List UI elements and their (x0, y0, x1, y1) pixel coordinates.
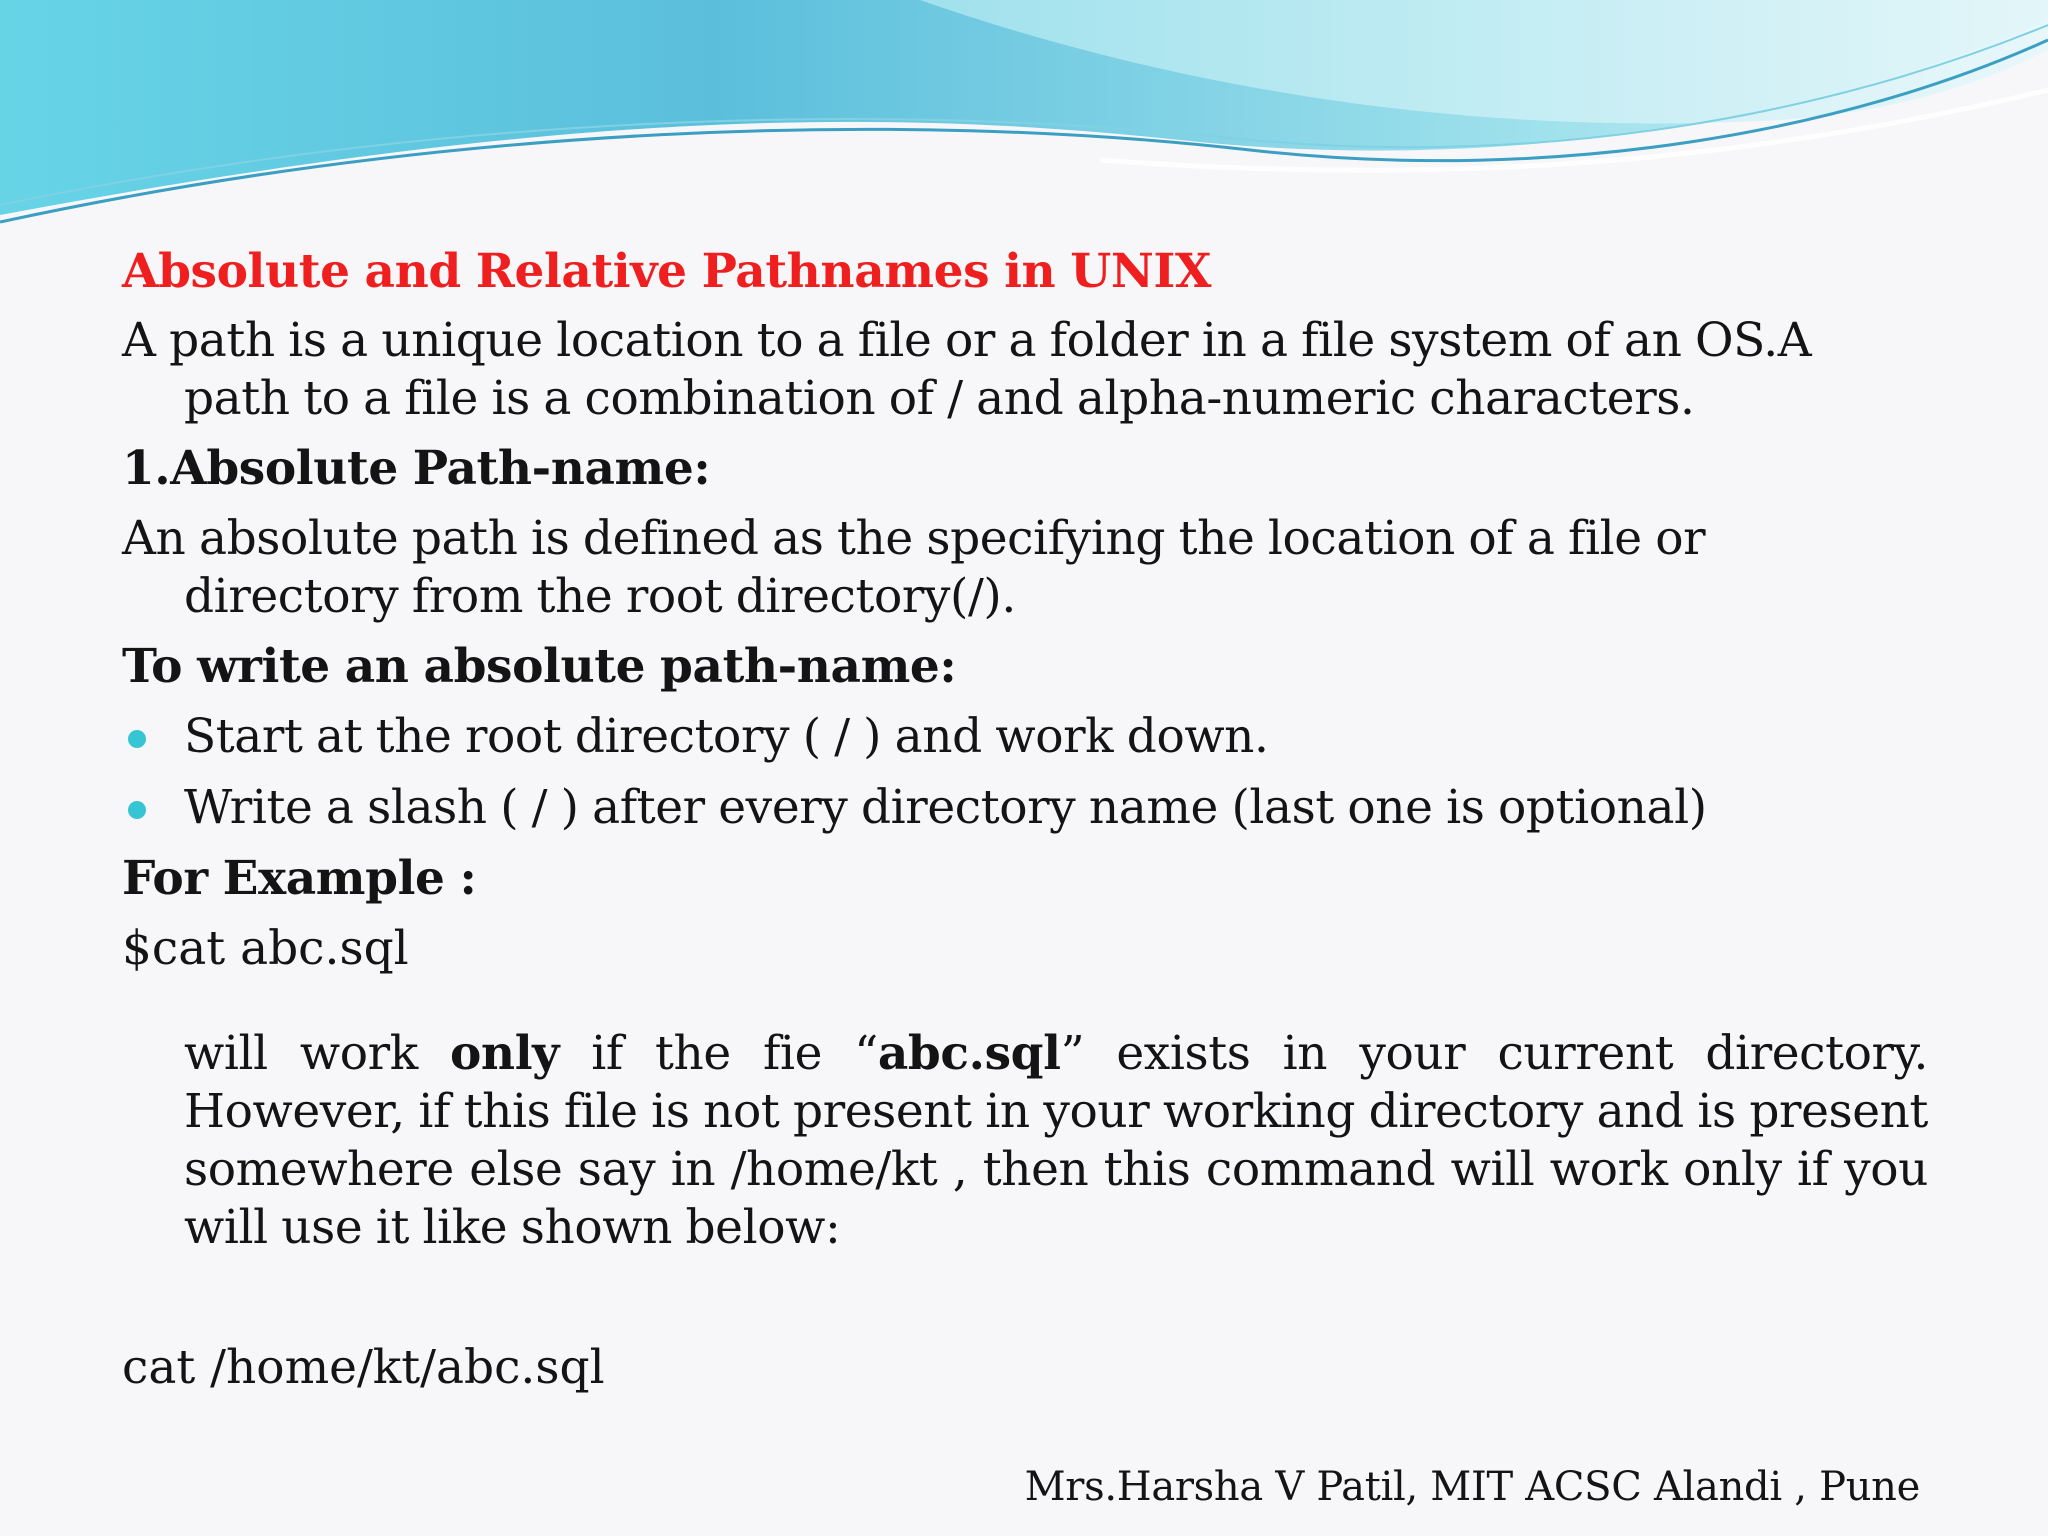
bullet-icon (128, 801, 146, 819)
slide-title: Absolute and Relative Pathnames in UNIX (122, 244, 1212, 299)
slide-content (122, 242, 1928, 1444)
command-example-2: cat /home/kt/abc.sql (122, 1340, 605, 1395)
bullet-icon (128, 730, 146, 748)
header-wave-decoration (0, 0, 2048, 240)
bullet-item (122, 779, 1928, 837)
emphasis-filename: abc.sql (877, 1026, 1061, 1081)
explanation-text: ” exists in your current directory. However, if this file is not present in your working directory and is present somewhere else say in /home/kt , then this command will work only if you will use it like shown below: (184, 1026, 1928, 1255)
section-heading: 1.Absolute Path-name: (122, 441, 711, 496)
how-to-heading: To write an absolute path-name: (122, 639, 957, 694)
bullet-text: Write a slash ( / ) after every directory name (last one is optional) (184, 780, 1707, 835)
bullet-item (122, 708, 1928, 766)
intro-paragraph: A path is a unique location to a file or a folder in a file system of an OS.A path to a file is a combination of / and alpha-numeric characters. (122, 313, 1812, 426)
explanation-text: will work (184, 1026, 450, 1081)
explanation-text: if the fie “ (559, 1026, 878, 1081)
emphasis-only: only (449, 1026, 560, 1081)
bullet-text: Start at the root directory ( / ) and work down. (184, 709, 1269, 764)
footer-credit: Mrs.Harsha V Patil, MIT ACSC Alandi , Pune (1024, 1464, 1920, 1510)
explanation-paragraph (184, 1025, 1928, 1257)
definition-paragraph: An absolute path is defined as the specifying the location of a file or directory from the root directory(/). (122, 511, 1706, 624)
example-heading: For Example : (122, 851, 477, 906)
command-example-1: $cat abc.sql (122, 921, 409, 976)
bullet-list (122, 708, 1928, 837)
